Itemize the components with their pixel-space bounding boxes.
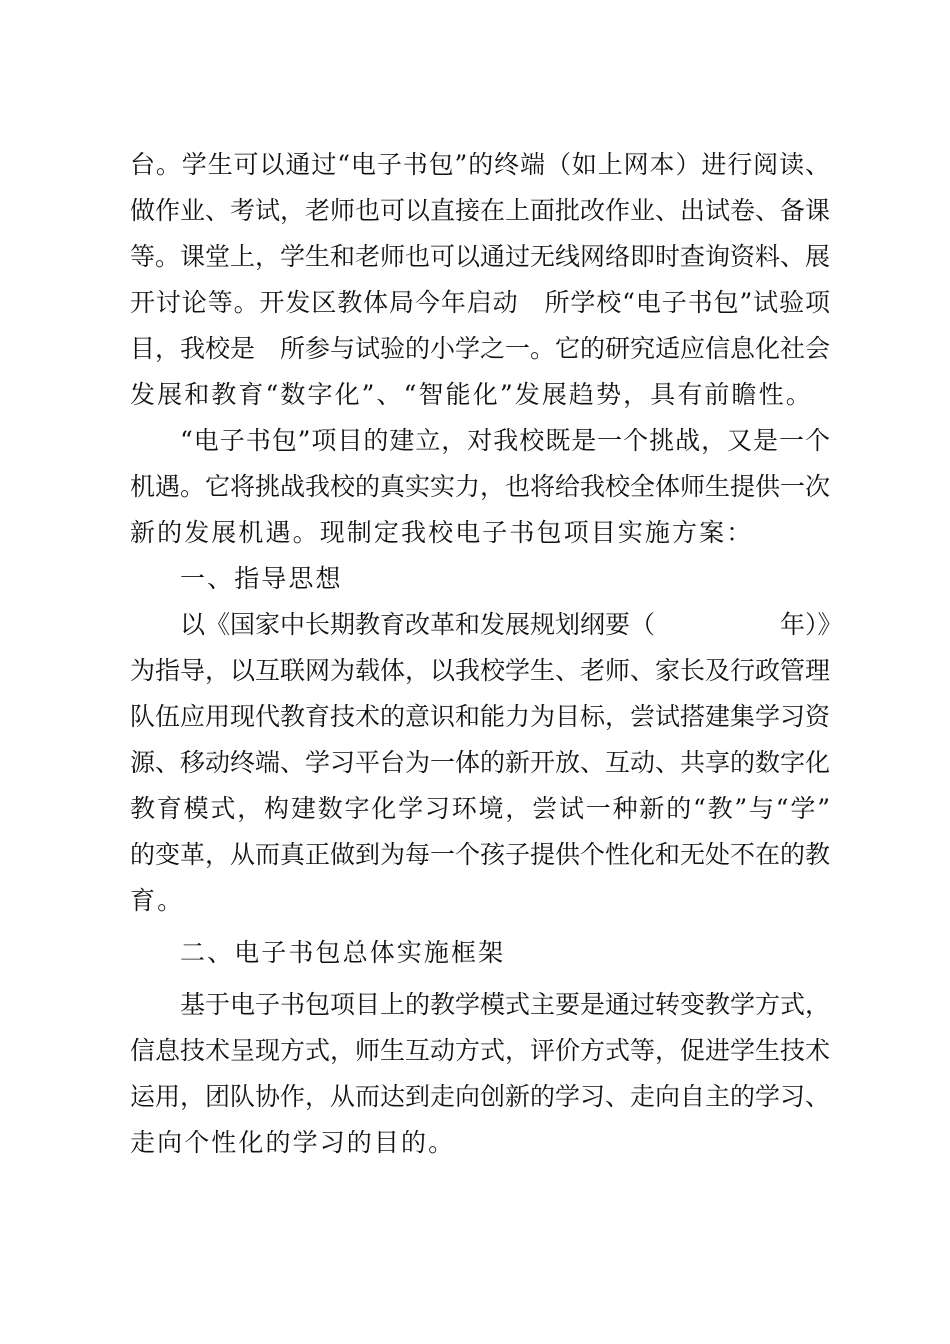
document-page xyxy=(130,142,843,1166)
text-line: 机遇。它将挑战我校的真实实力，也将给我校全体师生提供一次 xyxy=(130,472,831,501)
text-line: 为指导，以互联网为载体，以我校学生、老师、家长及行政管理 xyxy=(130,656,831,685)
text-line: 信息技术呈现方式，师生互动方式，评价方式等，促进学生技术 xyxy=(130,1036,831,1065)
text-line: 队伍应用现代教育技术的意识和能力为目标，尝试搭建集学习资 xyxy=(130,702,831,731)
text-line: 以《国家中长期教育改革和发展规划纲要（ 年）》 xyxy=(180,610,843,639)
text-line: 做作业、考试，老师也可以直接在上面批改作业、出试卷、备课 xyxy=(130,196,831,225)
paragraph xyxy=(130,142,830,418)
text-line: 育。 xyxy=(130,886,185,915)
text-line: 的变革，从而真正做到为每一个孩子提供个性化和无处不在的教 xyxy=(130,840,831,869)
text-line: 台。学生可以通过“电子书包”的终端（如上网本）进行阅读、 xyxy=(130,150,830,179)
text-line: 目，我校是 所参与试验的小学之一。它的研究适应信息化社会 xyxy=(130,334,831,363)
text-line: 开讨论等。开发区教体局今年启动 所学校“电子书包”试验项 xyxy=(130,288,830,317)
section-heading: 一、指导思想 xyxy=(180,564,343,593)
paragraph xyxy=(130,982,830,1166)
text-line: 发展和教育“数字化”、“智能化”发展趋势，具有前瞻性。 xyxy=(130,380,813,409)
text-line: 等。课堂上，学生和老师也可以通过无线网络即时查询资料、展 xyxy=(130,242,831,271)
text-line: 源、移动终端、学习平台为一体的新开放、互动、共享的数字化 xyxy=(130,748,831,777)
text-line: 基于电子书包项目上的教学模式主要是通过转变教学方式， xyxy=(180,990,831,1019)
text-line: 运用，团队协作，从而达到走向创新的学习、走向自主的学习、 xyxy=(130,1082,831,1111)
text-line: “电子书包”项目的建立，对我校既是一个挑战，又是一个 xyxy=(180,426,830,455)
text-line: 走向个性化的学习的目的。 xyxy=(130,1128,456,1157)
paragraph xyxy=(130,418,830,556)
text-line: 教育模式，构建数字化学习环境，尝试一种新的“教”与“学” xyxy=(130,794,830,823)
section-heading: 二、电子书包总体实施框架 xyxy=(180,938,506,967)
text-line: 新的发展机遇。现制定我校电子书包项目实施方案： xyxy=(130,518,754,547)
paragraph xyxy=(130,602,843,924)
